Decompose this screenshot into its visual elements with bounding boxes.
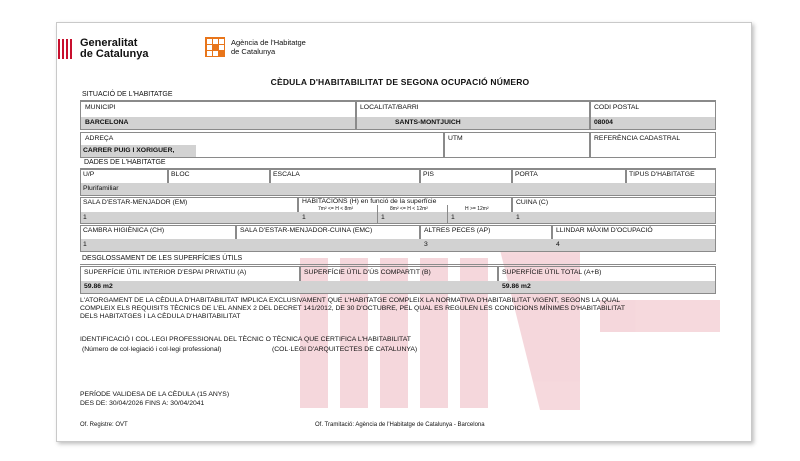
tecnic-heading: IDENTIFICACIÓ I COL·LEGI PROFESSIONAL DEL TÈCNIC O TÈCNICA QUE CERTIFICA L'HABITABILITAT [80,336,411,343]
tecnic-collegi: (COL·LEGI D'ARQUITECTES DE CATALUNYA) [272,346,418,353]
generalitat-line2: de Catalunya [80,48,149,60]
pis-label: PIS [423,171,434,178]
bloc-label: BLOC [171,171,190,178]
llindar-value: 4 [556,241,560,248]
agencia-grid-icon [205,37,225,57]
generalitat-logo [58,38,148,60]
tecnic-numero: (Número de col·legiació i col·legi professional) [82,346,222,353]
cambra-label: CAMBRA HIGIÈNICA (CH) [83,227,165,234]
altres-peces-label: ALTRES PECES (AP) [424,227,491,234]
ref-cadastral-label: REFERÈNCIA CADASTRAL [594,135,681,142]
agencia-logo [205,37,306,57]
hab-sub-2: 8m² <= H < 12m² [390,206,428,212]
adreca-label: ADREÇA [85,135,114,142]
sala-em-label: SALA D'ESTAR-MENJADOR (EM) [83,199,188,206]
habitacions-label: HABITACIONS (H) en funció de la superfície [302,198,437,205]
atorgament-line-2: COMPLEIX ELS REQUISITS TÈCNICS DE L'EL ANNEX 2 DEL DECRET 141/2012, DE 30 D'OCTUBRE, PEL QUAL ES REGULEN LES CONDICIONS MÍNIMES D'HABITABILITAT [80,305,626,312]
codi-postal-label: CODI POSTAL [594,104,640,111]
sup-privatiu-value: 59.86 m2 [84,283,113,290]
footer-tramitacio: Of. Tramitació: Agència de l'Habitatge de Catalunya - Barcelona [315,422,485,428]
sala-emc-label: SALA D'ESTAR-MENJADOR-CUINA (EMC) [240,227,373,234]
escala-label: ESCALA [273,171,300,178]
document-title: CÈDULA D'HABITABILITAT DE SEGONA OCUPACIÓ NÚMERO [270,77,530,87]
sup-total-value: 59.86 m2 [502,283,531,290]
atorgament-line-1: L'ATORGAMENT DE LA CÈDULA D'HABITABILITAT IMPLICA EXCLUSIVAMENT QUE L'HABITATGE COMPLEIX LA NORMATIVA D'HABITABILITAT VIGENT, SEGONS LA QUAL [80,297,621,304]
cambra-value: 1 [83,241,87,248]
porta-label: PORTA [515,171,538,178]
cuina-label: CUINA (C) [516,199,549,206]
up-value: Plurifamiliar [83,185,119,192]
sup-total-label: SUPERFÍCIE ÚTIL TOTAL (A+B) [502,269,602,276]
hab-value-3: 1 [451,214,455,221]
section-superficies-heading: DESGLOSSAMENT DE LES SUPERFÍCIES ÚTILS [82,255,243,262]
section-situacio-heading: SITUACIÓ DE L'HABITATGE [82,91,173,98]
agencia-line2: de Catalunya [231,47,276,56]
cuina-value: 1 [516,214,520,221]
hab-value-2: 1 [381,214,385,221]
atorgament-line-3: DELS HABITATGES I LA CÈDULA D'HABITABILITAT [80,313,241,320]
utm-label: UTM [448,135,463,142]
codi-postal-value: 08004 [594,119,613,126]
sala-em-value: 1 [83,214,87,221]
llindar-label: LLINDAR MÀXIM D'OCUPACIÓ [556,227,653,234]
generalitat-line1: Generalitat [80,37,138,49]
up-label: U/P [83,171,95,178]
section-dades-heading: DADES DE L'HABITATGE [84,159,166,166]
sup-compartit-label: SUPERFÍCIE ÚTIL D'ÚS COMPARTIT (B) [304,269,431,276]
municipi-label: MUNICIPI [85,104,116,111]
validesa-heading: PERÍODE VALIDESA DE LA CÈDULA (15 ANYS) [80,391,230,398]
adreca-value: CARRER PUIG I XORIGUER, [83,147,175,154]
hab-sub-1: 7m² <= H < 8m² [318,206,354,212]
altres-peces-value: 3 [424,241,428,248]
atorgament-text [80,297,720,321]
senyera-icon [58,39,74,59]
validesa-dates: DES DE: 30/04/2026 FINS A: 30/04/2041 [80,400,205,407]
agencia-line1: Agència de l'Habitatge [231,38,306,47]
hab-value-1: 1 [302,214,306,221]
municipi-value: BARCELONA [85,119,129,126]
hab-sub-3: H >= 12m² [465,206,489,212]
sup-privatiu-label: SUPERFÍCIE ÚTIL INTERIOR D'ESPAI PRIVATIU (A) [84,269,247,276]
tipus-label: TIPUS D'HABITATGE [629,171,695,178]
localitat-value: SANTS-MONTJUICH [395,119,461,126]
localitat-label: LOCALITAT/BARRI [360,104,419,111]
footer-registre: Of. Registre: OVT [80,422,128,428]
utm-cell [444,132,590,158]
